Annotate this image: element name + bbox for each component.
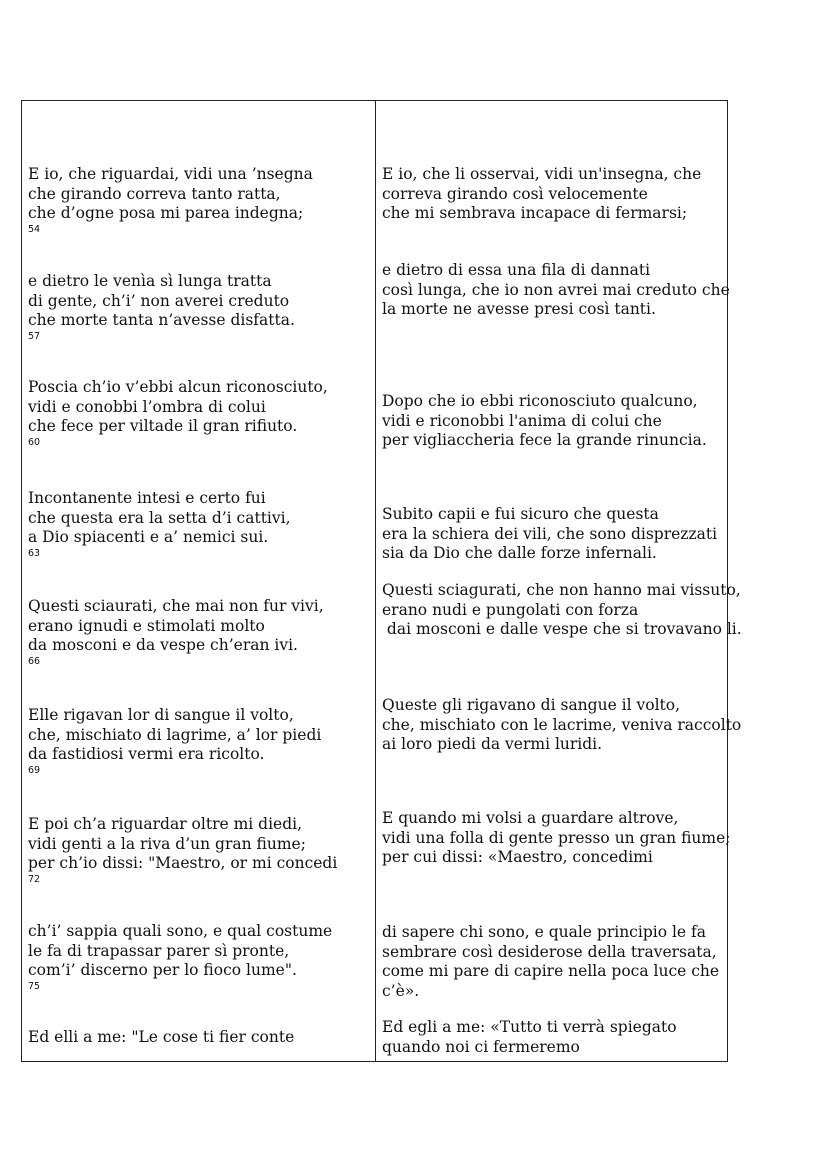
translation-line: Queste gli rigavano di sangue il volto,: [382, 696, 681, 714]
original-verse-line: che, mischiato di lagrime, a’ lor piedi: [28, 725, 322, 744]
original-verse-line: a Dio spiacenti e a’ nemici sui.: [28, 528, 269, 546]
translation-stanza: [382, 809, 730, 868]
original-stanza: [28, 815, 337, 886]
translation-stanza: [382, 261, 730, 320]
translation-line: per cui dissi: «Maestro, concedimi: [382, 848, 653, 866]
verse-number: 63: [28, 547, 41, 559]
original-verse-line: E io, che riguardai, vidi una ’nsegna: [28, 165, 313, 183]
translation-line: Subito capii e fui sicuro che questa: [382, 505, 659, 523]
translation-line: sembrare così desiderose della traversata,: [382, 942, 717, 961]
original-verse-line: per ch’io dissi: "Maestro, or mi concedi: [28, 854, 338, 872]
translation-line: di sapere chi sono, e quale principio le fa: [382, 923, 706, 941]
column-divider: [375, 101, 376, 1061]
translation-stanza: [382, 505, 717, 564]
translation-line: e dietro di essa una fila di dannati: [382, 261, 651, 279]
original-verse-line: ch’i’ sappia quali sono, e qual costume: [28, 922, 333, 940]
translation-line: quando noi ci fermeremo: [382, 1037, 580, 1056]
original-verse-line: da mosconi e da vespe ch’eran ivi.: [28, 636, 298, 654]
translation-stanza: [382, 696, 741, 755]
original-verse-line: Elle rigavan lor di sangue il volto,: [28, 706, 294, 724]
verse-number: 54: [28, 223, 41, 235]
verse-number: 75: [28, 980, 41, 992]
original-stanza: [28, 489, 291, 560]
original-verse-line: che morte tanta n’avesse disfatta.: [28, 311, 295, 329]
original-verse-line: Poscia ch’io v’ebbi alcun riconosciuto,: [28, 378, 328, 396]
translation-line: Ed egli a me: «Tutto ti verrà spiegato: [382, 1018, 677, 1036]
original-verse-line: di gente, ch’i’ non averei creduto: [28, 291, 290, 310]
original-stanza: [28, 922, 332, 993]
translation-line: per vigliaccheria fece la grande rinuncia.: [382, 431, 707, 449]
original-verse-line: Incontanente intesi e certo fui: [28, 489, 266, 507]
original-verse-line: e dietro le venìa sì lunga tratta: [28, 272, 272, 290]
original-verse-line: vidi e conobbi l’ombra di colui: [28, 397, 266, 416]
translation-line: che mi sembrava incapace di fermarsi;: [382, 204, 688, 222]
original-stanza: [28, 378, 328, 449]
translation-line: come mi pare di capire nella poca luce che: [382, 962, 720, 980]
translation-line: che, mischiato con le lacrime, veniva raccolto: [382, 715, 742, 734]
verse-number: 57: [28, 330, 41, 342]
translation-line: c’è».: [382, 981, 420, 1000]
translation-line: Dopo che io ebbi riconosciuto qualcuno,: [382, 392, 698, 410]
original-verse-line: E poi ch’a riguardar oltre mi diedi,: [28, 815, 303, 833]
translation-stanza: [382, 165, 701, 224]
translation-line: la morte ne avesse presi così tanti.: [382, 300, 656, 318]
translation-line: vidi una folla di gente presso un gran fiume;: [382, 828, 731, 847]
original-verse-line: che girando correva tanto ratta,: [28, 184, 281, 203]
original-stanza: [28, 706, 321, 777]
verse-table: [21, 100, 742, 1062]
verse-number: 69: [28, 764, 41, 776]
original-verse-line: che questa era la setta d’i cattivi,: [28, 508, 291, 527]
translation-line: ai loro piedi da vermi luridi.: [382, 735, 603, 753]
original-verse-line: vidi genti a la riva d’un gran fiume;: [28, 834, 306, 853]
translation-line: E quando mi volsi a guardare altrove,: [382, 809, 679, 827]
translation-line: correva girando così velocemente: [382, 184, 648, 203]
translation-stanza: [382, 581, 742, 640]
original-verse-line: erano ignudi e stimolati molto: [28, 616, 265, 635]
translation-line: dai mosconi e dalle vespe che si trovavano li.: [382, 620, 742, 638]
verse-number: 66: [28, 655, 41, 667]
translation-stanza: [382, 392, 707, 451]
original-verse-line: le fa di trapassar parer sì pronte,: [28, 941, 290, 960]
original-verse-line: Questi sciaurati, che mai non fur vivi,: [28, 597, 324, 615]
original-stanza: [28, 597, 324, 668]
translation-line: così lunga, che io non avrei mai creduto che: [382, 280, 730, 299]
original-verse-line: che fece per viltade il gran rifiuto.: [28, 417, 298, 435]
original-stanza: [28, 1028, 294, 1048]
original-verse-line: che d’ogne posa mi parea indegna;: [28, 204, 304, 222]
original-verse-line: da fastidiosi vermi era ricolto.: [28, 745, 265, 763]
translation-line: Questi sciagurati, che non hanno mai vissuto,: [382, 581, 741, 599]
original-stanza: [28, 165, 313, 236]
original-stanza: [28, 272, 295, 343]
translation-stanza: [382, 1018, 677, 1057]
verse-number: 72: [28, 873, 41, 885]
translation-stanza: [382, 923, 719, 1001]
translation-line: vidi e riconobbi l'anima di colui che: [382, 411, 662, 430]
translation-line: erano nudi e pungolati con forza: [382, 600, 639, 619]
verse-number: 60: [28, 436, 41, 448]
original-verse-line: com’i’ discerno per lo fioco lume".: [28, 961, 297, 979]
translation-line: sia da Dio che dalle forze infernali.: [382, 544, 657, 562]
translation-line: E io, che li osservai, vidi un'insegna, che: [382, 165, 702, 183]
original-verse-line: Ed elli a me: "Le cose ti fier conte: [28, 1028, 295, 1046]
translation-line: era la schiera dei vili, che sono disprezzati: [382, 524, 718, 543]
